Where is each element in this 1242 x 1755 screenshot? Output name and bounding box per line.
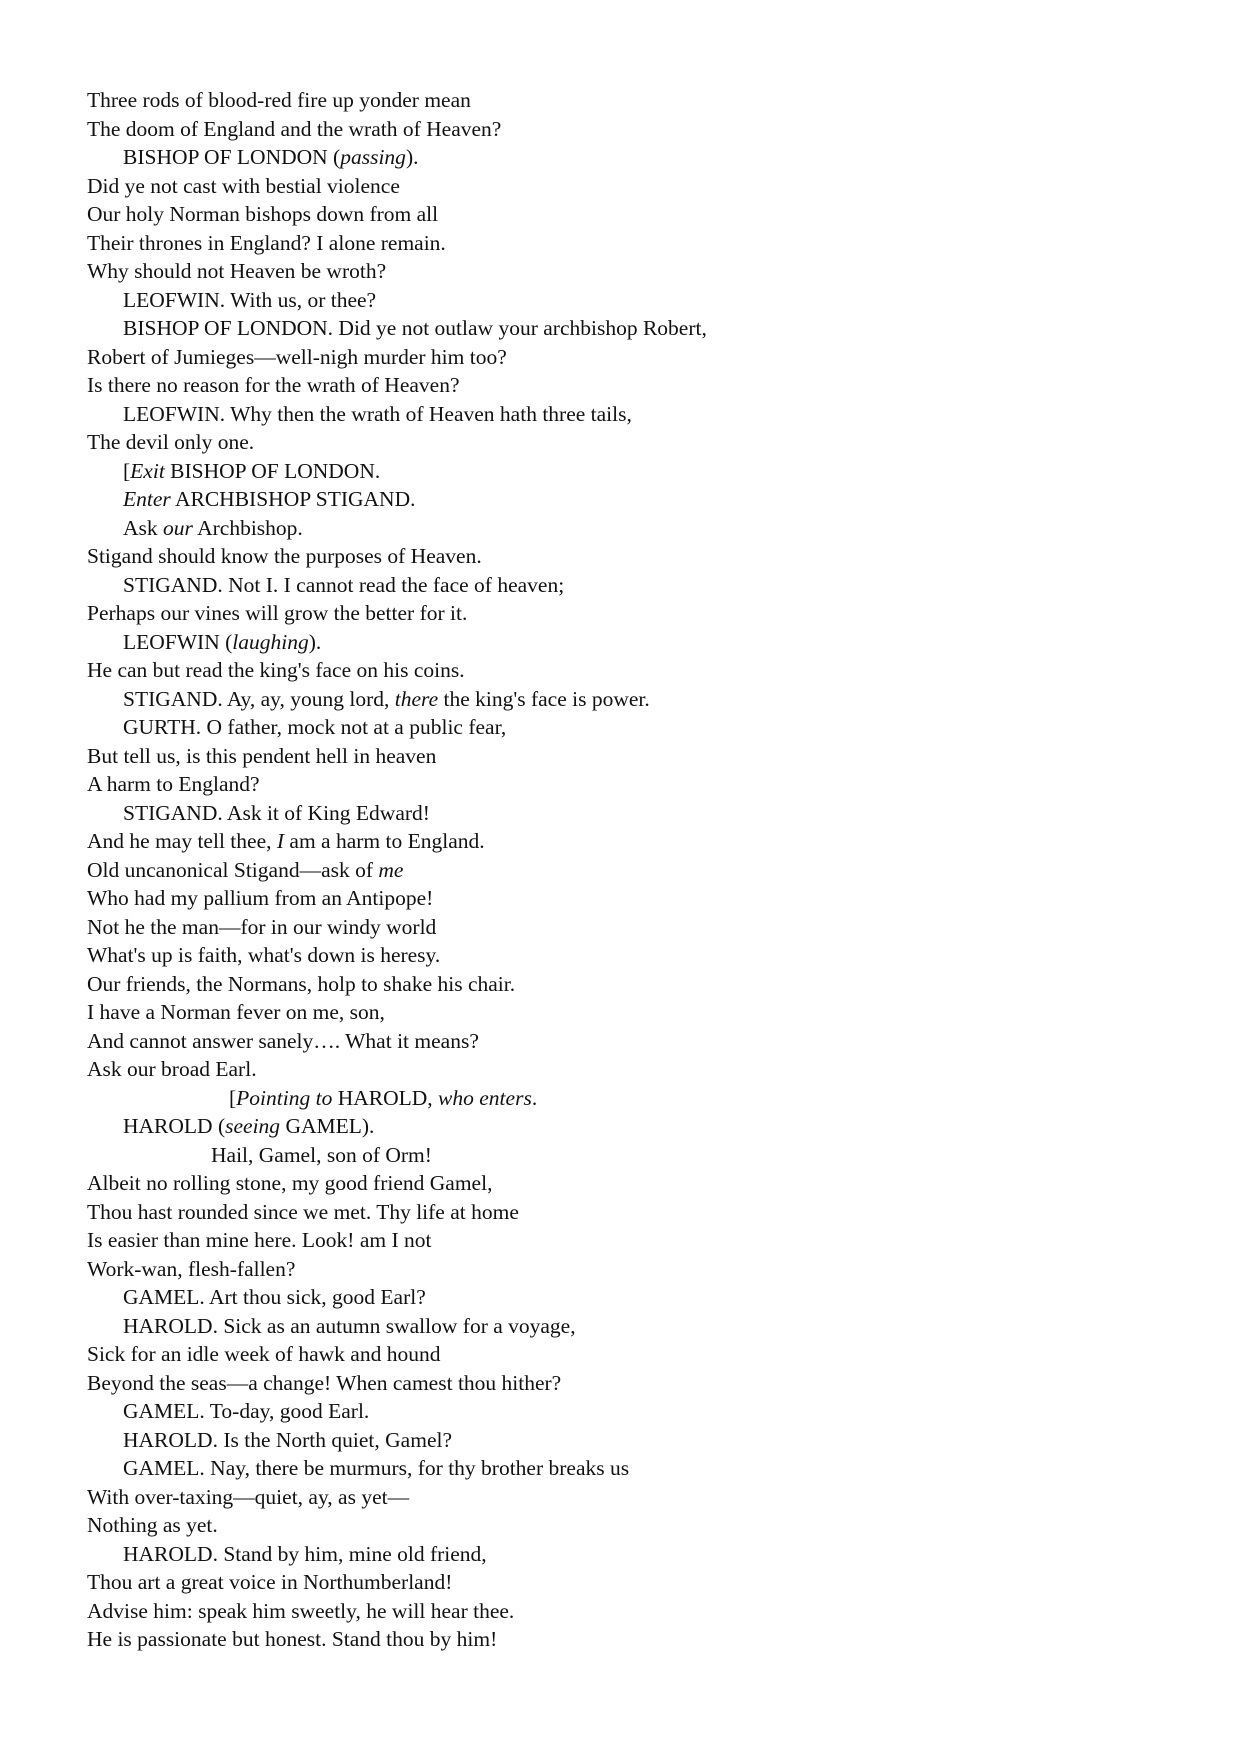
text-span: ARCHBISHOP STIGAND. xyxy=(170,487,416,511)
text-span: Thou hast rounded since we met. Thy life at home xyxy=(87,1199,519,1224)
text-span: Robert of Jumieges—well-nigh murder him too? xyxy=(87,344,507,369)
text-line xyxy=(87,1084,1187,1113)
text-line xyxy=(87,628,1187,657)
italic-text: who enters xyxy=(438,1085,532,1110)
text-span: Is easier than mine here. Look! am I not xyxy=(87,1228,432,1252)
text-span: Advise him: speak him sweetly, he will hear thee. xyxy=(87,1598,515,1623)
text-line xyxy=(87,143,1187,172)
italic-text: seeing xyxy=(225,1114,281,1138)
text-span: Thou art a great voice in Northumberland! xyxy=(87,1570,453,1594)
text-span: HAROLD. Is the North quiet, Gamel? xyxy=(123,1427,452,1452)
text-line xyxy=(87,200,1187,229)
text-line xyxy=(87,1340,1187,1369)
text-line xyxy=(87,1597,1187,1626)
text-line xyxy=(87,1483,1187,1512)
text-span: BISHOP OF LONDON. xyxy=(164,458,381,483)
text-line xyxy=(87,115,1187,144)
text-line xyxy=(87,1625,1187,1654)
text-line xyxy=(87,1141,1187,1170)
text-line xyxy=(87,1426,1187,1455)
text-span: He can but read the king's face on his coins. xyxy=(87,658,465,682)
text-line xyxy=(87,229,1187,258)
text-line xyxy=(87,343,1187,372)
text-line xyxy=(87,1369,1187,1398)
text-span: He is passionate but honest. Stand thou by him! xyxy=(87,1627,498,1651)
text-span: LEOFWIN ( xyxy=(123,629,233,654)
text-span: LEOFWIN. Why then the wrath of Heaven hath three tails, xyxy=(123,401,632,426)
text-span: Not he the man—for in our windy world xyxy=(87,914,437,939)
text-line xyxy=(87,1511,1187,1540)
text-span: The doom of England and the wrath of Heaven? xyxy=(87,116,502,141)
text-span: And he may tell thee, xyxy=(87,829,277,853)
text-line xyxy=(87,571,1187,600)
text-line xyxy=(87,542,1187,571)
text-span: Beyond the seas—a change! When camest thou hither? xyxy=(87,1370,562,1395)
italic-text: our xyxy=(163,515,193,540)
text-line xyxy=(87,1397,1187,1426)
text-span: Why should not Heaven be wroth? xyxy=(87,259,387,283)
text-span: the king's face is power. xyxy=(438,686,650,711)
text-line xyxy=(87,685,1187,714)
text-span: Is there no reason for the wrath of Heaven? xyxy=(87,373,460,397)
text-span: Their thrones in England? I alone remain. xyxy=(87,230,446,255)
text-span: Our friends, the Normans, holp to shake his chair. xyxy=(87,971,516,996)
text-span: And cannot answer sanely…. What it means? xyxy=(87,1028,479,1053)
text-line xyxy=(87,884,1187,913)
text-span: GAMEL. To-day, good Earl. xyxy=(123,1399,370,1423)
text-line xyxy=(87,713,1187,742)
text-span: HAROLD. Stand by him, mine old friend, xyxy=(123,1541,487,1566)
italic-text: passing xyxy=(340,145,406,169)
text-line xyxy=(87,827,1187,856)
text-span: am a harm to England. xyxy=(284,829,485,853)
text-span: GAMEL. Nay, there be murmurs, for thy brother breaks us xyxy=(123,1456,630,1480)
text-span: STIGAND. Not I. I cannot read the face of heaven; xyxy=(123,572,565,597)
text-span: GAMEL). xyxy=(280,1114,375,1138)
text-line xyxy=(87,856,1187,885)
text-line xyxy=(87,257,1187,286)
text-span: Perhaps our vines will grow the better for it. xyxy=(87,601,468,625)
text-span: Ask xyxy=(123,515,164,540)
text-span: ). xyxy=(405,145,419,169)
italic-text: I xyxy=(276,829,285,853)
italic-text: Exit xyxy=(130,458,165,483)
text-span: Did ye not cast with bestial violence xyxy=(87,173,400,198)
text-line xyxy=(87,172,1187,201)
text-line xyxy=(87,998,1187,1027)
text-line xyxy=(87,770,1187,799)
text-line xyxy=(87,485,1187,514)
text-span: The devil only one. xyxy=(87,430,255,454)
text-span: HAROLD, xyxy=(332,1085,439,1110)
text-line xyxy=(87,1255,1187,1284)
text-span: Who had my pallium from an Antipope! xyxy=(87,886,434,910)
text-line xyxy=(87,1055,1187,1084)
text-line xyxy=(87,457,1187,486)
text-line xyxy=(87,1226,1187,1255)
italic-text: Pointing to xyxy=(236,1085,333,1110)
text-line xyxy=(87,1312,1187,1341)
text-span: Nothing as yet. xyxy=(87,1513,218,1537)
text-span: ). xyxy=(308,629,322,654)
text-span: Hail, Gamel, son of Orm! xyxy=(211,1142,432,1167)
text-span: GAMEL. Art thou sick, good Earl? xyxy=(123,1285,426,1309)
text-line xyxy=(87,1198,1187,1227)
text-span: Albeit no rolling stone, my good friend Gamel, xyxy=(87,1171,493,1195)
text-span: . xyxy=(531,1085,538,1110)
italic-text: there xyxy=(394,686,439,711)
text-line xyxy=(87,656,1187,685)
text-span: HAROLD. Sick as an autumn swallow for a voyage, xyxy=(123,1313,576,1338)
text-span: Stigand should know the purposes of Heaven. xyxy=(87,544,482,568)
text-line xyxy=(87,599,1187,628)
text-line xyxy=(87,314,1187,343)
text-line xyxy=(87,742,1187,771)
text-span: BISHOP OF LONDON. Did ye not outlaw your archbishop Robert, xyxy=(123,316,707,340)
text-line xyxy=(87,514,1187,543)
text-span: Sick for an idle week of hawk and hound xyxy=(87,1342,441,1366)
text-line xyxy=(87,1112,1187,1141)
text-line xyxy=(87,799,1187,828)
text-line xyxy=(87,1540,1187,1569)
text-span: HAROLD ( xyxy=(123,1114,226,1138)
text-line xyxy=(87,1169,1187,1198)
text-span: STIGAND. Ay, ay, young lord, xyxy=(123,686,395,711)
text-line xyxy=(87,86,1187,115)
italic-text: laughing xyxy=(232,629,309,654)
text-line xyxy=(87,913,1187,942)
text-span: I have a Norman fever on me, son, xyxy=(87,1000,385,1024)
text-span: With over-taxing—quiet, ay, as yet— xyxy=(87,1484,410,1509)
text-line xyxy=(87,428,1187,457)
text-span: Ask our broad Earl. xyxy=(87,1057,257,1081)
text-line xyxy=(87,1454,1187,1483)
text-span: Old uncanonical Stigand—ask of xyxy=(87,857,379,882)
text-line xyxy=(87,1568,1187,1597)
text-span: GURTH. O father, mock not at a public fear, xyxy=(123,715,507,739)
play-text-page xyxy=(87,86,1187,1654)
text-line xyxy=(87,400,1187,429)
text-line xyxy=(87,970,1187,999)
text-span: LEOFWIN. With us, or thee? xyxy=(123,287,377,312)
text-line xyxy=(87,1283,1187,1312)
text-line xyxy=(87,286,1187,315)
text-span: Work-wan, flesh-fallen? xyxy=(87,1256,296,1281)
text-line xyxy=(87,941,1187,970)
text-span: But tell us, is this pendent hell in heaven xyxy=(87,743,437,768)
italic-text: me xyxy=(378,857,404,882)
text-line xyxy=(87,371,1187,400)
text-span: [ xyxy=(229,1085,237,1110)
italic-text: Enter xyxy=(123,487,171,511)
text-span: Archbishop. xyxy=(192,515,303,540)
text-span: STIGAND. Ask it of King Edward! xyxy=(123,800,430,825)
text-span: BISHOP OF LONDON ( xyxy=(123,145,341,169)
text-line xyxy=(87,1027,1187,1056)
text-span: Our holy Norman bishops down from all xyxy=(87,202,439,226)
text-span: A harm to England? xyxy=(87,772,260,796)
text-span: Three rods of blood-red fire up yonder mean xyxy=(87,88,471,112)
text-span: What's up is faith, what's down is heresy. xyxy=(87,943,441,967)
text-span: [ xyxy=(123,458,131,483)
